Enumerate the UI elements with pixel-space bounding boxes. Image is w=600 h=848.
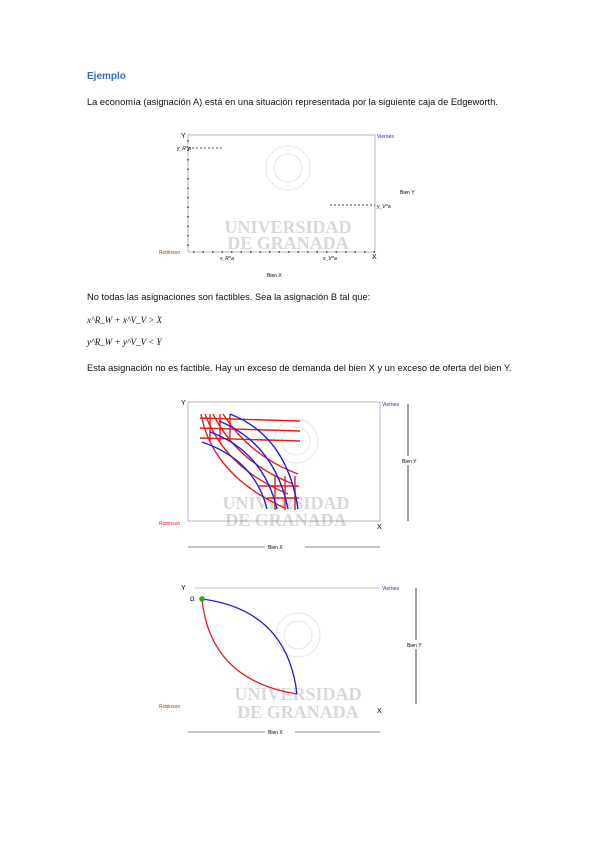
x-point-label-1: x_R^a [220, 256, 235, 262]
paragraph-3: Esta asignación no es factible. Hay un exceso de demanda del bien X y un exceso de oferta del bien Y. [87, 363, 512, 373]
equation-1: x^R_W + x^V_V > X [87, 315, 163, 325]
bien-x-label: Bien X [268, 545, 283, 551]
bien-y-label: Bien Y [402, 459, 417, 465]
x-point-label-2: x_V^a [323, 256, 337, 262]
y-axis-label: Y [181, 585, 186, 592]
x-axis-label: X [372, 254, 377, 261]
watermark-line1: UNIVERSIDAD [234, 684, 362, 704]
paragraph-2: No todas las asignaciones son factibles. Sea la asignación B tal que: [87, 292, 371, 302]
right-point-label: y_V^a [377, 204, 391, 210]
robinson-label: Robinson [159, 521, 181, 527]
omega-label: Ω [190, 597, 195, 603]
bien-y-label: Bien Y [407, 643, 422, 649]
robinson-label: Robinson [159, 250, 181, 256]
y-axis-label: Y [181, 133, 186, 140]
edgeworth-box-1 [155, 128, 455, 280]
robinson-label: Robinson [159, 704, 181, 710]
watermark-line2: DE GRANADA [237, 702, 359, 722]
watermark-line2: DE GRANADA [227, 233, 349, 253]
crest-watermark [276, 613, 320, 657]
y-axis-label: Y [181, 400, 186, 407]
viernes-label: Viernes [382, 586, 399, 592]
heading: Ejemplo [87, 71, 126, 82]
equation-2: y^R_W + y^V_V < Y [87, 337, 162, 347]
watermark-line1: UNIVERSIDAD [224, 217, 352, 237]
viernes-label: Viernes [382, 402, 399, 408]
viernes-label: Viernes [377, 134, 394, 140]
bien-x-label: Bien X [268, 730, 283, 736]
intro-paragraph: La economía (asignación A) está en una situación representada por la siguiente caja de Edgeworth. [87, 97, 498, 107]
bien-y-label: Bien Y [400, 190, 415, 196]
watermark-line2: DE GRANADA [225, 510, 347, 530]
crest-watermark [266, 146, 310, 190]
y-point-label: y_R^a [177, 146, 192, 152]
x-axis-label: X [377, 708, 382, 715]
bien-x-label: Bien X [267, 273, 282, 279]
edgeworth-box-2 [155, 396, 455, 556]
x-axis-label: X [377, 524, 382, 531]
edgeworth-box-3 [155, 580, 455, 740]
watermark-line1: UNIVERSIDAD [222, 493, 350, 513]
endowment-point [199, 596, 205, 602]
